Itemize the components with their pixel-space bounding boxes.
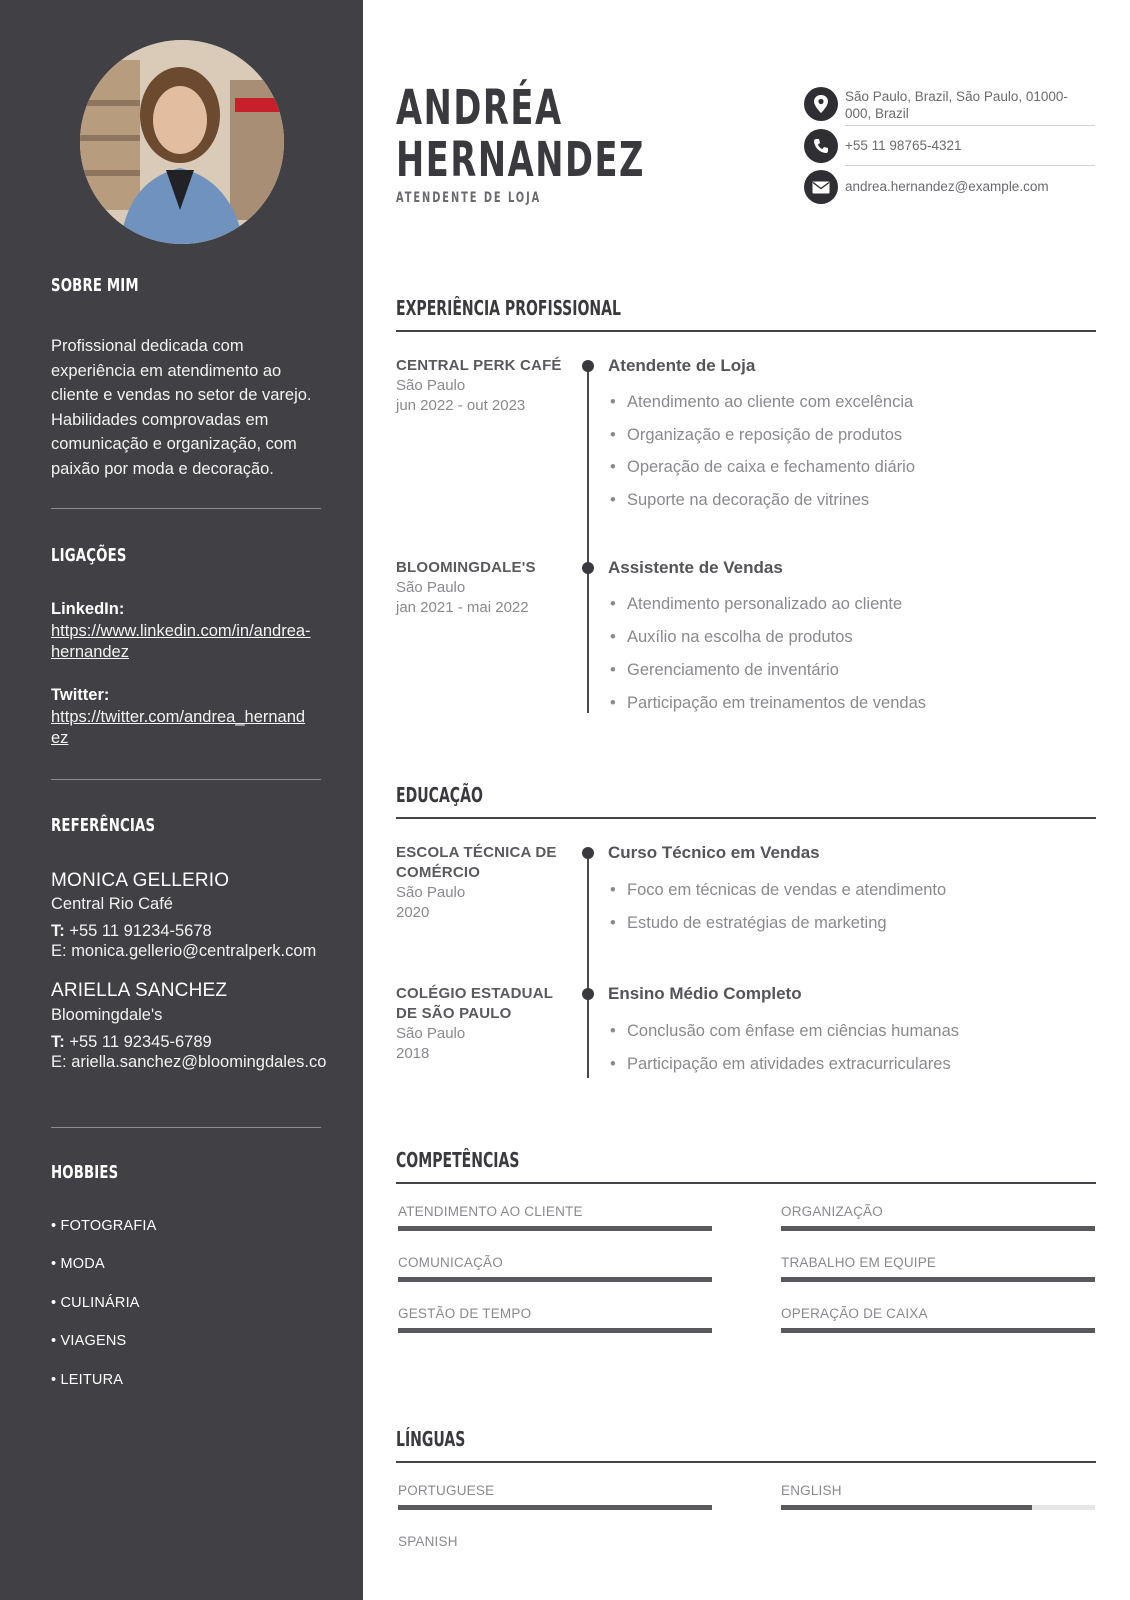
email-icon bbox=[804, 170, 838, 204]
skill-bar-fill bbox=[398, 1328, 712, 1333]
hobbies-heading: HOBBIES bbox=[51, 1162, 119, 1183]
hobby-item: • CULINÁRIA bbox=[51, 1295, 140, 1311]
twitter-link[interactable]: https://twitter.com/andrea_hernandez bbox=[51, 708, 306, 747]
about-text: Profissional dedicada com experiência em atendimento ao cliente e vendas no setor de varejo. Habilidades comprovadas em comunicação e organização, com paixão por moda e decoração. bbox=[51, 337, 312, 478]
profile-photo bbox=[80, 40, 284, 244]
skill-bar bbox=[398, 1277, 712, 1282]
education-city: São Paulo bbox=[396, 1025, 466, 1042]
skill-label: OPERAÇÃO DE CAIXA bbox=[781, 1306, 928, 1321]
hobby-item: • FOTOGRAFIA bbox=[51, 1218, 157, 1234]
education-org: COLÉGIO ESTADUAL DE SÃO PAULO bbox=[396, 985, 553, 1022]
languages-heading: LÍNGUAS bbox=[396, 1427, 466, 1451]
hobby-item: • VIAGENS bbox=[51, 1333, 127, 1349]
first-name: ANDRÉA bbox=[396, 80, 563, 136]
experience-bullet: • Suporte na decoração de vitrines bbox=[610, 491, 869, 510]
contact-address: São Paulo, Brazil, São Paulo, 01000-000, Brazil bbox=[845, 89, 1068, 121]
education-bullet: • Participação em atividades extracurriculares bbox=[610, 1055, 951, 1074]
job-title: ATENDENTE DE LOJA bbox=[396, 190, 542, 206]
reference-company: Bloomingdale's bbox=[51, 1006, 163, 1024]
experience-heading: EXPERIÊNCIA PROFISSIONAL bbox=[396, 296, 621, 320]
education-city: São Paulo bbox=[396, 884, 466, 901]
education-bullet: • Estudo de estratégias de marketing bbox=[610, 914, 887, 933]
education-year: 2020 bbox=[396, 904, 430, 921]
contact-divider bbox=[845, 125, 1095, 126]
experience-org: CENTRAL PERK CAFÉ bbox=[396, 357, 562, 374]
experience-city: São Paulo bbox=[396, 377, 466, 394]
experience-city: São Paulo bbox=[396, 579, 466, 596]
skill-label: COMUNICAÇÃO bbox=[398, 1255, 503, 1270]
education-bullet: • Conclusão com ênfase em ciências humanas bbox=[610, 1022, 959, 1041]
linkedin-link[interactable]: https://www.linkedin.com/in/andrea-hernandez bbox=[51, 622, 311, 661]
education-heading: EDUCAÇÃO bbox=[396, 783, 483, 807]
reference-email: E: ariella.sanchez@bloomingdales.co bbox=[51, 1053, 327, 1071]
sidebar-divider bbox=[51, 779, 321, 780]
skills-heading: COMPETÊNCIAS bbox=[396, 1148, 520, 1172]
reference-company: Central Rio Café bbox=[51, 895, 173, 913]
skill-label: ATENDIMENTO AO CLIENTE bbox=[398, 1204, 583, 1219]
contact-phone: +55 11 98765-4321 bbox=[845, 138, 962, 153]
about-heading: SOBRE MIM bbox=[51, 275, 139, 296]
language-label: PORTUGUESE bbox=[398, 1483, 495, 1498]
experience-dates: jun 2022 - out 2023 bbox=[396, 397, 526, 414]
hobby-item: • LEITURA bbox=[51, 1372, 124, 1388]
twitter-label: Twitter: bbox=[51, 686, 110, 704]
language-label: ENGLISH bbox=[781, 1483, 842, 1498]
skill-bar-fill bbox=[398, 1277, 712, 1282]
skill-bar bbox=[398, 1226, 712, 1231]
timeline-dot bbox=[582, 360, 594, 372]
education-year: 2018 bbox=[396, 1045, 430, 1062]
experience-role: Atendente de Loja bbox=[608, 356, 756, 375]
language-bar-fill bbox=[398, 1505, 712, 1510]
skill-bar bbox=[781, 1277, 1095, 1282]
links-heading: LIGAÇÕES bbox=[51, 545, 127, 566]
linkedin-label: LinkedIn: bbox=[51, 600, 125, 618]
skill-bar bbox=[781, 1226, 1095, 1231]
education-course: Ensino Médio Completo bbox=[608, 984, 802, 1003]
experience-role: Assistente de Vendas bbox=[608, 558, 783, 577]
skill-bar-fill bbox=[398, 1226, 712, 1231]
sidebar-divider bbox=[51, 1127, 321, 1128]
timeline-dot bbox=[582, 562, 594, 574]
experience-bullet: • Atendimento personalizado ao cliente bbox=[610, 595, 902, 614]
reference-email: E: monica.gellerio@centralperk.com bbox=[51, 942, 317, 960]
reference-phone: T: +55 11 92345-6789 bbox=[51, 1033, 212, 1051]
reference-name: MONICA GELLERIO bbox=[51, 870, 230, 891]
skill-bar-fill bbox=[781, 1277, 1095, 1282]
experience-bullet: • Auxílio na escolha de produtos bbox=[610, 628, 853, 647]
sidebar-divider bbox=[51, 508, 321, 509]
experience-dates: jan 2021 - mai 2022 bbox=[396, 599, 529, 616]
profile-photo-image bbox=[80, 40, 284, 244]
reference-phone: T: +55 11 91234-5678 bbox=[51, 922, 212, 940]
section-divider bbox=[396, 330, 1096, 332]
experience-bullet: • Operação de caixa e fechamento diário bbox=[610, 458, 915, 477]
experience-bullet: • Organização e reposição de produtos bbox=[610, 426, 902, 445]
reference-name: ARIELLA SANCHEZ bbox=[51, 980, 228, 1001]
last-name: HERNANDEZ bbox=[396, 132, 646, 188]
section-divider bbox=[396, 817, 1096, 819]
contact-divider bbox=[845, 165, 1095, 166]
education-course: Curso Técnico em Vendas bbox=[608, 843, 820, 862]
experience-bullet: • Atendimento ao cliente com excelência bbox=[610, 393, 913, 412]
sidebar bbox=[0, 0, 363, 1600]
contact-email[interactable]: andrea.hernandez@example.com bbox=[845, 179, 1049, 194]
experience-bullet: • Gerenciamento de inventário bbox=[610, 661, 839, 680]
timeline-dot bbox=[582, 847, 594, 859]
skill-bar bbox=[781, 1328, 1095, 1333]
phone-icon bbox=[804, 129, 838, 163]
education-org: ESCOLA TÉCNICA DE COMÉRCIO bbox=[396, 844, 557, 881]
education-timeline bbox=[587, 851, 589, 1078]
skill-label: ORGANIZAÇÃO bbox=[781, 1204, 883, 1219]
section-divider bbox=[396, 1461, 1096, 1463]
experience-bullet: • Participação em treinamentos de vendas bbox=[610, 694, 926, 713]
language-bar-fill bbox=[781, 1505, 1032, 1510]
references-heading: REFERÊNCIAS bbox=[51, 815, 156, 836]
location-icon bbox=[804, 87, 838, 121]
section-divider bbox=[396, 1182, 1096, 1184]
hobby-item: • MODA bbox=[51, 1256, 105, 1272]
language-label: SPANISH bbox=[398, 1534, 458, 1549]
language-bar bbox=[781, 1505, 1095, 1510]
skill-bar bbox=[398, 1328, 712, 1333]
education-bullet: • Foco em técnicas de vendas e atendimento bbox=[610, 881, 946, 900]
language-bar bbox=[398, 1505, 712, 1510]
skill-bar-fill bbox=[781, 1328, 1095, 1333]
experience-timeline bbox=[587, 364, 589, 713]
experience-org: BLOOMINGDALE'S bbox=[396, 559, 536, 576]
skill-label: GESTÃO DE TEMPO bbox=[398, 1306, 532, 1321]
timeline-dot bbox=[582, 988, 594, 1000]
skill-label: TRABALHO EM EQUIPE bbox=[781, 1255, 937, 1270]
skill-bar-fill bbox=[781, 1226, 1095, 1231]
